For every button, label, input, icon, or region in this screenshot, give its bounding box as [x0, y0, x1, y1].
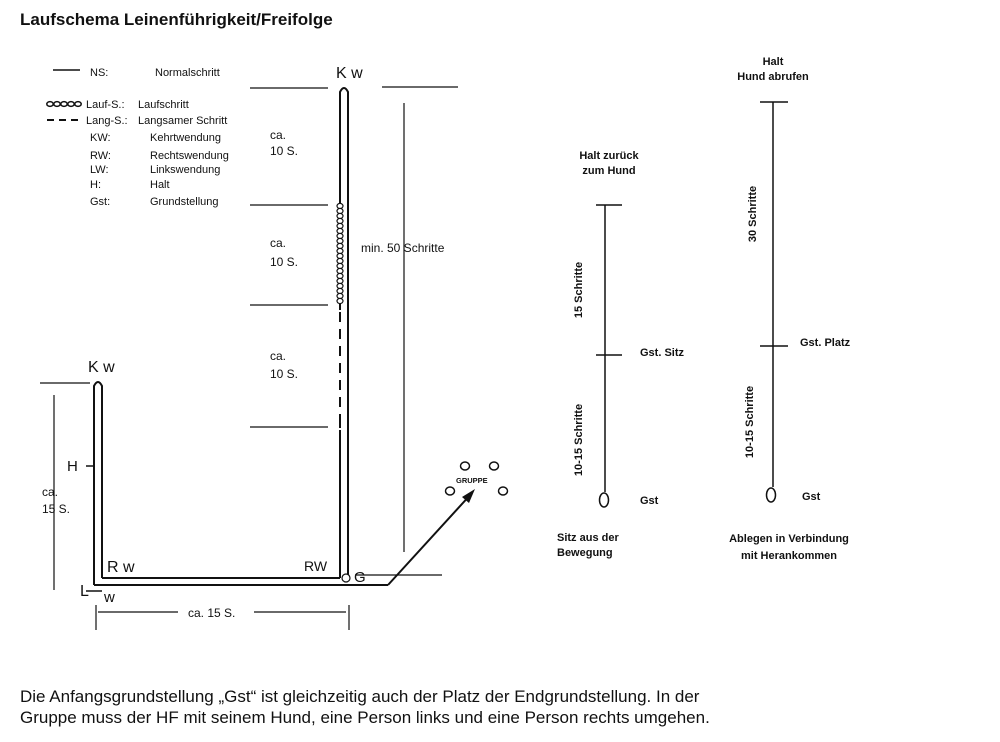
- platz-top-label: Halt: [762, 56, 784, 68]
- legend-desc: Grundstellung: [150, 196, 219, 208]
- legend-abbr: Gst:: [90, 196, 111, 208]
- rechtswendung-right-label: RW: [304, 558, 328, 574]
- segment-length-label: 10 S.: [270, 367, 299, 381]
- sitz-upper-steps-label: 15 Schritte: [573, 261, 585, 319]
- footer-note: [20, 686, 860, 728]
- platz-start-point: [767, 488, 776, 502]
- footer-line: Die Anfangsgrundstellung „Gst“ ist gleichzeitig auch der Platz der Endgrundstellung. In der: [20, 687, 700, 706]
- segment-length-label: 10 S.: [270, 255, 299, 269]
- segment-ca-label: ca.: [270, 236, 287, 250]
- sitz-caption: Bewegung: [557, 547, 613, 559]
- legend-abbr: LW:: [90, 164, 109, 176]
- sitz-top-label: Halt zurück: [579, 150, 639, 162]
- legend-abbr: NS:: [90, 67, 109, 79]
- legend-abbr: KW:: [90, 132, 111, 144]
- legend-desc: Linkswendung: [150, 164, 221, 176]
- platz-mid-label: Gst. Platz: [800, 337, 851, 349]
- sitz-diagram: [557, 150, 685, 559]
- group-arrow-line: [388, 493, 472, 585]
- legend-desc: Langsamer Schritt: [138, 115, 228, 127]
- linkswendung-l-label: L: [80, 583, 89, 600]
- start-point: [342, 574, 350, 582]
- platz-caption: mit Herankommen: [741, 550, 837, 562]
- platz-diagram: [729, 56, 851, 562]
- platz-start-label: Gst: [802, 491, 821, 503]
- legend-lauf-symbol: [47, 102, 81, 107]
- segment-ca-label: ca.: [270, 128, 287, 142]
- start-g-label: G: [354, 569, 366, 586]
- bottom-length-label: ca. 15 S.: [188, 606, 236, 620]
- legend-desc: Kehrtwendung: [150, 132, 221, 144]
- gruppe-label: GRUPPE: [456, 476, 488, 485]
- legend-desc: Rechtswendung: [150, 150, 229, 162]
- legend-desc: Laufschritt: [138, 99, 189, 111]
- left-length-label: 15 S.: [42, 502, 71, 516]
- kehrtwendung-left-label: K w: [88, 359, 115, 376]
- min-steps-label: min. 50 Schritte: [361, 241, 445, 255]
- legend-abbr: RW:: [90, 150, 111, 162]
- page-title: Laufschema Leinenführigkeit/Freifolge: [20, 10, 333, 29]
- sitz-caption: Sitz aus der: [557, 532, 619, 544]
- course-left-vertical: [94, 382, 102, 585]
- sitz-start-point: [600, 493, 609, 507]
- platz-caption: Ablegen in Verbindung: [729, 533, 849, 545]
- segment-ca-label: ca.: [270, 349, 287, 363]
- kehrtwendung-top-label: K w: [336, 65, 363, 82]
- linkswendung-w-label: w: [104, 589, 115, 606]
- halt-label: H: [67, 458, 78, 475]
- platz-top-label: Hund abrufen: [737, 71, 809, 83]
- platz-upper-steps-label: 30 Schritte: [747, 185, 759, 243]
- segment-length-label: 10 S.: [270, 144, 299, 158]
- sitz-top-label: zum Hund: [582, 165, 636, 177]
- sitz-lower-steps-label: 10-15 Schritte: [573, 403, 585, 477]
- sitz-start-label: Gst: [640, 495, 659, 507]
- left-ca-label: ca.: [42, 485, 59, 499]
- legend-abbr: Lauf-S.:: [86, 99, 125, 111]
- sitz-mid-label: Gst. Sitz: [640, 347, 685, 359]
- laufschritt-chain: [337, 203, 343, 303]
- footer-line: Gruppe muss der HF mit seinem Hund, eine Person links und eine Person rechts umgehen.: [20, 708, 710, 727]
- course-path: [86, 88, 475, 591]
- legend-desc: Normalschritt: [155, 67, 220, 79]
- legend-abbr: Lang-S.:: [86, 115, 128, 127]
- rechtswendung-left-label: R w: [107, 559, 135, 576]
- platz-lower-steps-label: 10-15 Schritte: [744, 385, 756, 459]
- legend: [47, 67, 229, 208]
- legend-desc: Halt: [150, 179, 170, 191]
- legend-abbr: H:: [90, 179, 101, 191]
